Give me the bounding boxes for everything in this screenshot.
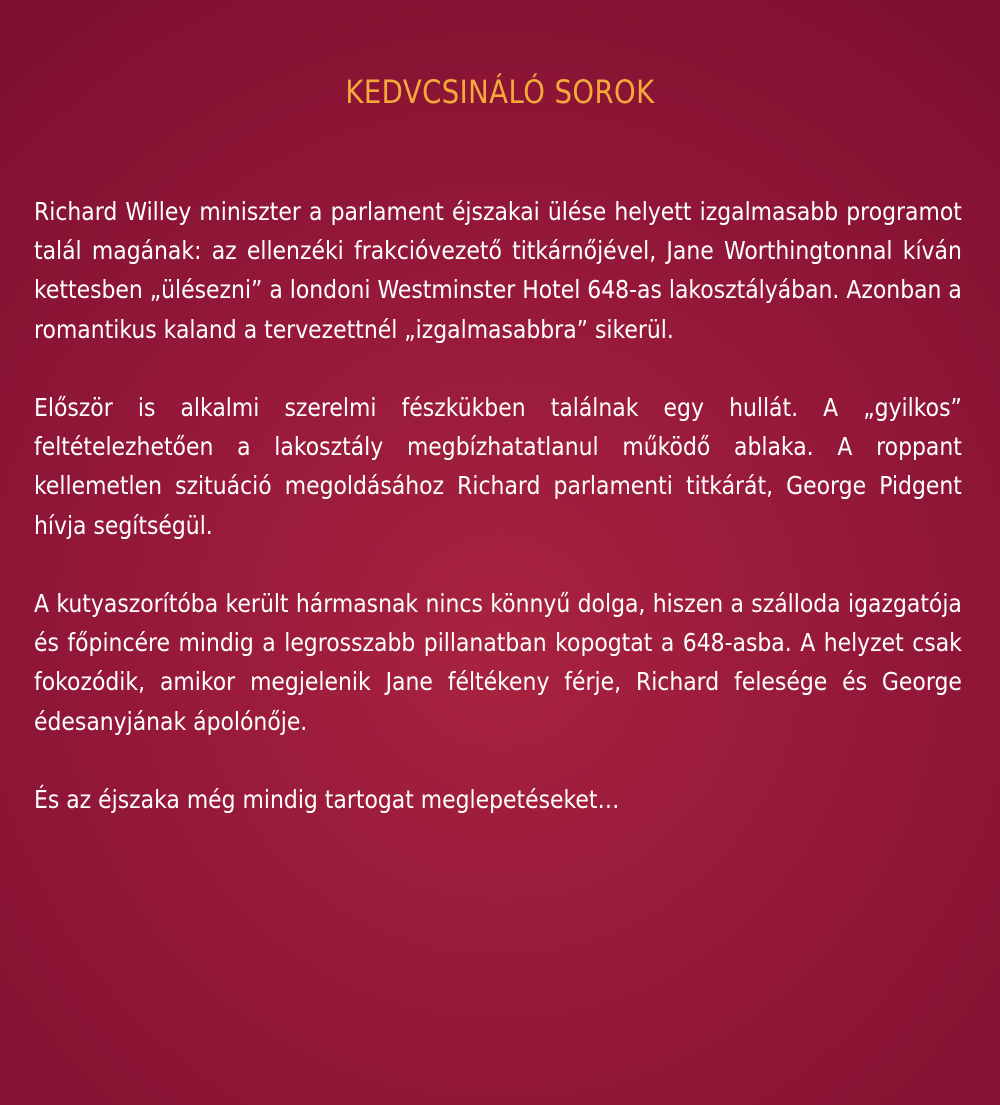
synopsis-paragraph-2: Először is alkalmi szerelmi fészkükben találnak egy hullát. A „gyilkos” feltételezhetően a lakosztály megbízhatatlanul működő ablaka. A roppant kellemetlen szituáció megoldásához Richard parlamenti titkárát, George Pidgent hívja segítségül. bbox=[34, 393, 962, 540]
synopsis-paragraph-4: És az éjszaka még mindig tartogat meglepetéseket… bbox=[34, 785, 620, 814]
synopsis-paragraph-3: A kutyaszorítóba került hármasnak nincs könnyű dolga, hiszen a szálloda igazgatója és főpincére mindig a legrosszabb pillanatban kopogtat a 648-asba. A helyzet csak fokozódik, amikor megjelenik Jane féltékeny férje, Richard felesége és George édesanyjának ápolónője. bbox=[34, 589, 962, 736]
synopsis-text bbox=[34, 192, 962, 819]
synopsis-paragraph-1: Richard Willey miniszter a parlament éjszakai ülése helyett izgalmasabb programot talál magának: az ellenzéki frakcióvezető titkárnőjével, Jane Worthingtonnal kíván kettesben „ülésezni” a londoni Westminster Hotel 648-as lakosztályában. Azonban a romantikus kaland a tervezettnél „izgalmasabbra” sikerül. bbox=[34, 197, 962, 344]
page-title: KEDVCSINÁLÓ SOROK bbox=[345, 73, 655, 111]
